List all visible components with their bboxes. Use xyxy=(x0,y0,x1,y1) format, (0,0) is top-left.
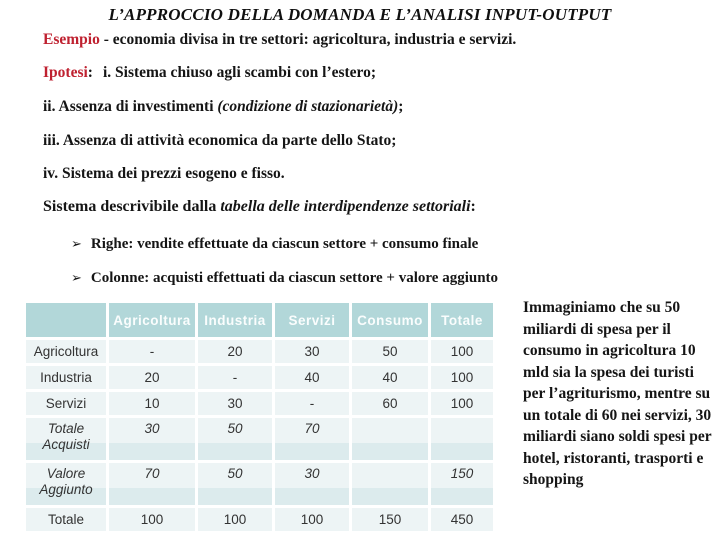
row-label: Servizi xyxy=(26,392,106,415)
cell-value: 150 xyxy=(431,463,493,505)
row-label: Totale xyxy=(26,508,106,531)
table-corner-cell xyxy=(26,303,106,337)
table-header-cell: Industria xyxy=(198,303,272,337)
cell-value: 20 xyxy=(198,340,272,363)
table-row xyxy=(26,392,493,415)
cell-value: 70 xyxy=(109,463,195,505)
row-label: Agricoltura xyxy=(26,340,106,363)
cell-value: 100 xyxy=(431,340,493,363)
cell-value: 50 xyxy=(352,340,428,363)
cell-value: 100 xyxy=(431,392,493,415)
table-row xyxy=(26,418,493,460)
table-header-cell: Agricoltura xyxy=(109,303,195,337)
cell-value: 50 xyxy=(198,418,272,460)
intro-rest: - economia divisa in tre settori: agricoltura, industria e servizi. xyxy=(99,31,517,48)
table-body xyxy=(26,340,493,531)
bullet-rows xyxy=(71,236,478,253)
cell-value: - xyxy=(198,366,272,389)
cell-value: 100 xyxy=(109,508,195,531)
row-label: Valore Aggiunto xyxy=(26,463,106,505)
cell-value: 100 xyxy=(275,508,349,531)
side-note: Immaginiamo che su 50 miliardi di spesa per il consumo in agricoltura 10 mld sia la spesa dei turisti per l’agriturismo, mentre su un totale di 60 nei servizi, 30 miliardi siano soldi spesi per hotel, ristoranti, trasporti e shopping xyxy=(523,299,712,488)
system-line-post: : xyxy=(470,198,476,215)
hypothesis-3: iii. Assenza di attività economica da parte dello Stato; xyxy=(43,132,397,149)
arrow-bullet-icon: ➢ xyxy=(71,237,82,252)
table-row xyxy=(26,463,493,505)
interdependence-table xyxy=(23,300,496,534)
cell-value: 40 xyxy=(275,366,349,389)
hypothesis-4: iv. Sistema dei prezzi esogeno e fisso. xyxy=(43,165,285,182)
hypotheses-label: Ipotesi xyxy=(43,64,88,81)
cell-value: - xyxy=(109,340,195,363)
cell-value: 50 xyxy=(198,463,272,505)
hypotheses-colon: : xyxy=(87,64,93,81)
system-line xyxy=(43,198,476,216)
system-line-pre: Sistema descrivibile dalla xyxy=(43,198,221,215)
cell-value xyxy=(352,418,428,460)
table-header-cell: Servizi xyxy=(275,303,349,337)
bullet-columns-text: Colonne: acquisti effettuati da ciascun settore + valore aggiunto xyxy=(90,270,499,286)
arrow-bullet-icon: ➢ xyxy=(71,271,82,286)
table-header-cell: Consumo xyxy=(352,303,428,337)
intro-lead: Esempio xyxy=(43,31,100,48)
bullet-rows-text: Righe: vendite effettuate da ciascun settore + consumo finale xyxy=(90,236,479,252)
cell-value: 100 xyxy=(431,366,493,389)
hypothesis-2-post: ; xyxy=(398,98,404,115)
table-header-row xyxy=(26,303,493,337)
cell-value: 20 xyxy=(109,366,195,389)
cell-value: 30 xyxy=(109,418,195,460)
hypothesis-2 xyxy=(43,98,403,116)
cell-value xyxy=(352,463,428,505)
cell-value: 100 xyxy=(198,508,272,531)
table-row xyxy=(26,366,493,389)
cell-value: 30 xyxy=(275,340,349,363)
table-header-cell: Totale xyxy=(431,303,493,337)
row-label: Totale Acquisti xyxy=(26,418,106,460)
cell-value: 10 xyxy=(109,392,195,415)
bullet-columns xyxy=(71,270,498,287)
cell-value: 40 xyxy=(352,366,428,389)
cell-value: 30 xyxy=(275,463,349,505)
hypothesis-2-italic: (condizione di stazionarietà) xyxy=(217,98,399,115)
cell-value: 30 xyxy=(198,392,272,415)
row-label: Industria xyxy=(26,366,106,389)
cell-value: - xyxy=(275,392,349,415)
cell-value: 150 xyxy=(352,508,428,531)
cell-value: 60 xyxy=(352,392,428,415)
cell-value: 70 xyxy=(275,418,349,460)
hypothesis-2-pre: ii. Assenza di investimenti xyxy=(43,98,218,115)
intro-line xyxy=(43,31,516,49)
slide-title: L’APPROCCIO DELLA DOMANDA E L’ANALISI INPUT-OUTPUT xyxy=(108,5,612,24)
cell-value: 450 xyxy=(431,508,493,531)
cell-value xyxy=(431,418,493,460)
hypotheses-line xyxy=(43,64,376,82)
table-row xyxy=(26,340,493,363)
table-row xyxy=(26,508,493,531)
system-line-italic: tabella delle interdipendenze settoriali xyxy=(220,198,471,215)
hypothesis-1: i. Sistema chiuso agli scambi con l’estero; xyxy=(102,64,377,81)
